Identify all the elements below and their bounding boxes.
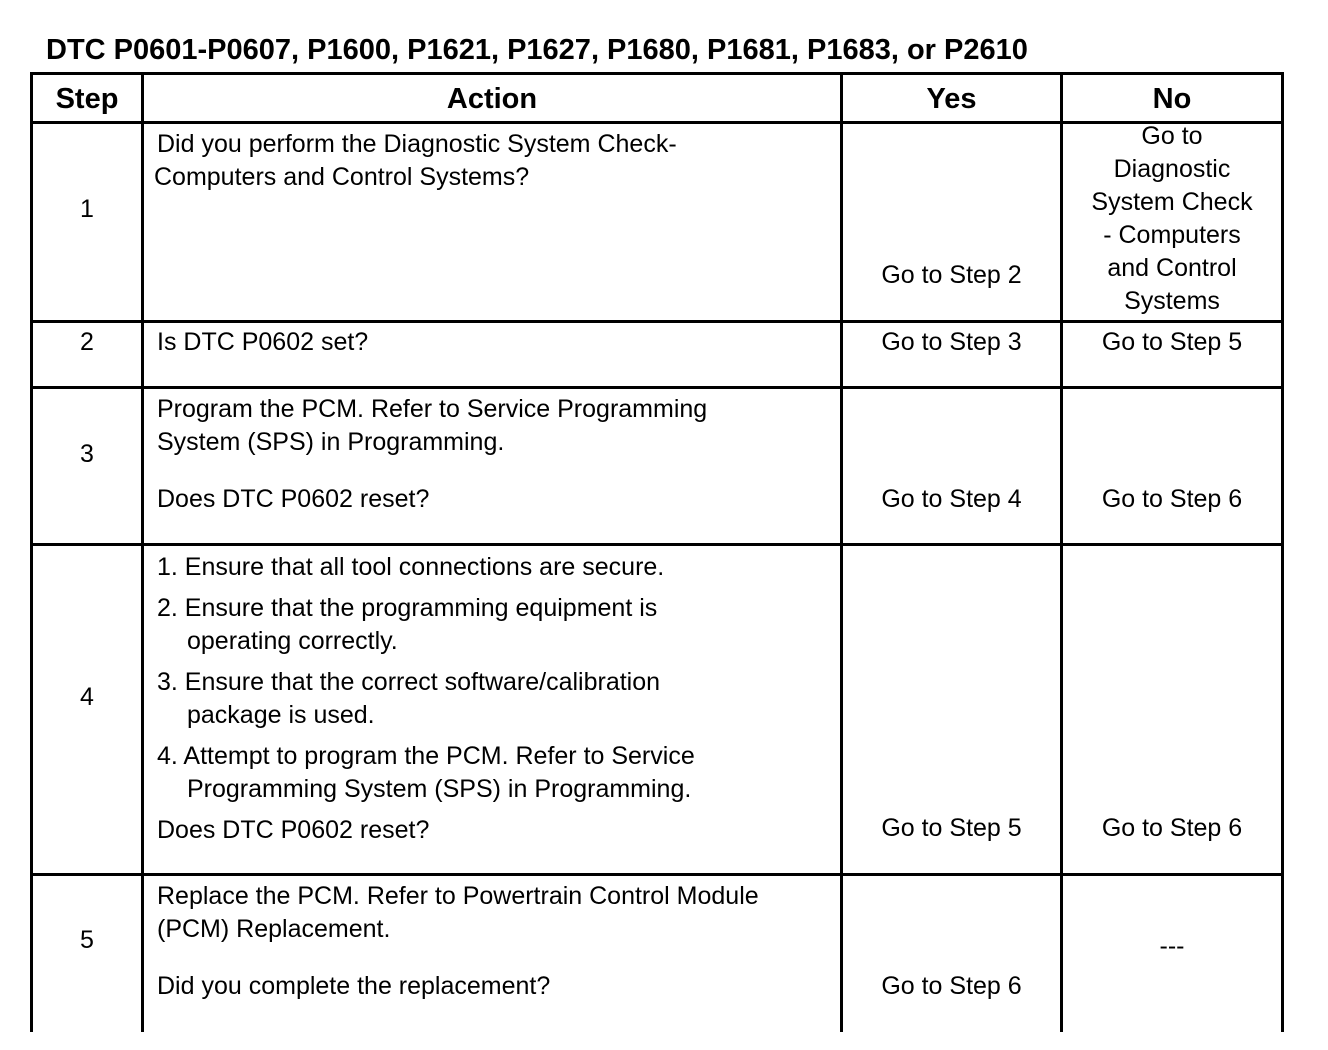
action-text bbox=[154, 128, 834, 194]
table-border-right bbox=[1281, 72, 1284, 1032]
row-divider bbox=[30, 873, 1284, 876]
no-line: and Control bbox=[1107, 254, 1237, 282]
action-line: Replace the PCM. Refer to Powertrain Control Module bbox=[157, 882, 759, 910]
step-number: 1 bbox=[80, 195, 94, 223]
action-line: Program the PCM. Refer to Service Programming bbox=[157, 395, 708, 423]
action-text bbox=[157, 880, 837, 1003]
step-number: 5 bbox=[80, 926, 94, 954]
yes-cell: Go to Step 5 bbox=[881, 814, 1022, 842]
no-line: - Computers bbox=[1103, 221, 1241, 249]
yes-cell: Go to Step 6 bbox=[881, 972, 1022, 1000]
row-divider bbox=[30, 386, 1284, 389]
action-line: Computers and Control Systems? bbox=[154, 163, 530, 191]
column-divider bbox=[840, 72, 843, 1032]
action-question: Does DTC P0602 reset? bbox=[157, 485, 430, 513]
no-line: Systems bbox=[1124, 287, 1220, 315]
yes-cell: Go to Step 2 bbox=[881, 261, 1022, 289]
list-item: 3. Ensure that the correct software/calibration package is used. bbox=[157, 668, 661, 729]
action-line: System (SPS) in Programming. bbox=[157, 428, 505, 456]
row-divider bbox=[30, 320, 1284, 323]
header-no: No bbox=[1152, 83, 1192, 115]
no-line: Go to bbox=[1141, 122, 1203, 150]
list-item: 1. Ensure that all tool connections are secure. bbox=[157, 553, 665, 581]
action-text: Is DTC P0602 set? bbox=[157, 328, 369, 356]
action-text bbox=[157, 393, 837, 516]
no-cell: Go to Step 6 bbox=[1101, 485, 1243, 513]
action-text bbox=[157, 551, 757, 847]
step-number: 2 bbox=[80, 328, 94, 356]
action-line: Did you perform the Diagnostic System Check- bbox=[157, 130, 677, 158]
no-cell: --- bbox=[1159, 932, 1185, 960]
list-item: 4. Attempt to program the PCM. Refer to Service Programming System (SPS) in Programming. bbox=[157, 742, 695, 803]
page-title: DTC P0601-P0607, P1600, P1621, P1627, P1680, P1681, P1683, or P2610 bbox=[46, 34, 1028, 66]
header-step: Step bbox=[55, 83, 119, 115]
row-divider bbox=[30, 543, 1284, 546]
yes-cell: Go to Step 3 bbox=[881, 328, 1022, 356]
no-cell: Go to Step 6 bbox=[1101, 814, 1243, 842]
no-line: Diagnostic bbox=[1113, 155, 1231, 183]
action-line: (PCM) Replacement. bbox=[157, 915, 391, 943]
yes-cell: Go to Step 4 bbox=[881, 485, 1022, 513]
step-number: 3 bbox=[80, 440, 94, 468]
header-action: Action bbox=[446, 83, 538, 115]
diagnostic-table bbox=[30, 72, 1284, 1032]
no-line: System Check bbox=[1091, 188, 1253, 216]
action-question: Did you complete the replacement? bbox=[157, 972, 551, 1000]
no-cell bbox=[1063, 120, 1281, 318]
step-number: 4 bbox=[80, 683, 94, 711]
no-cell: Go to Step 5 bbox=[1101, 328, 1243, 356]
list-item: 2. Ensure that the programming equipment is operating correctly. bbox=[157, 594, 658, 655]
column-divider bbox=[141, 72, 144, 1032]
action-question: Does DTC P0602 reset? bbox=[157, 816, 430, 844]
header-yes: Yes bbox=[926, 83, 977, 115]
